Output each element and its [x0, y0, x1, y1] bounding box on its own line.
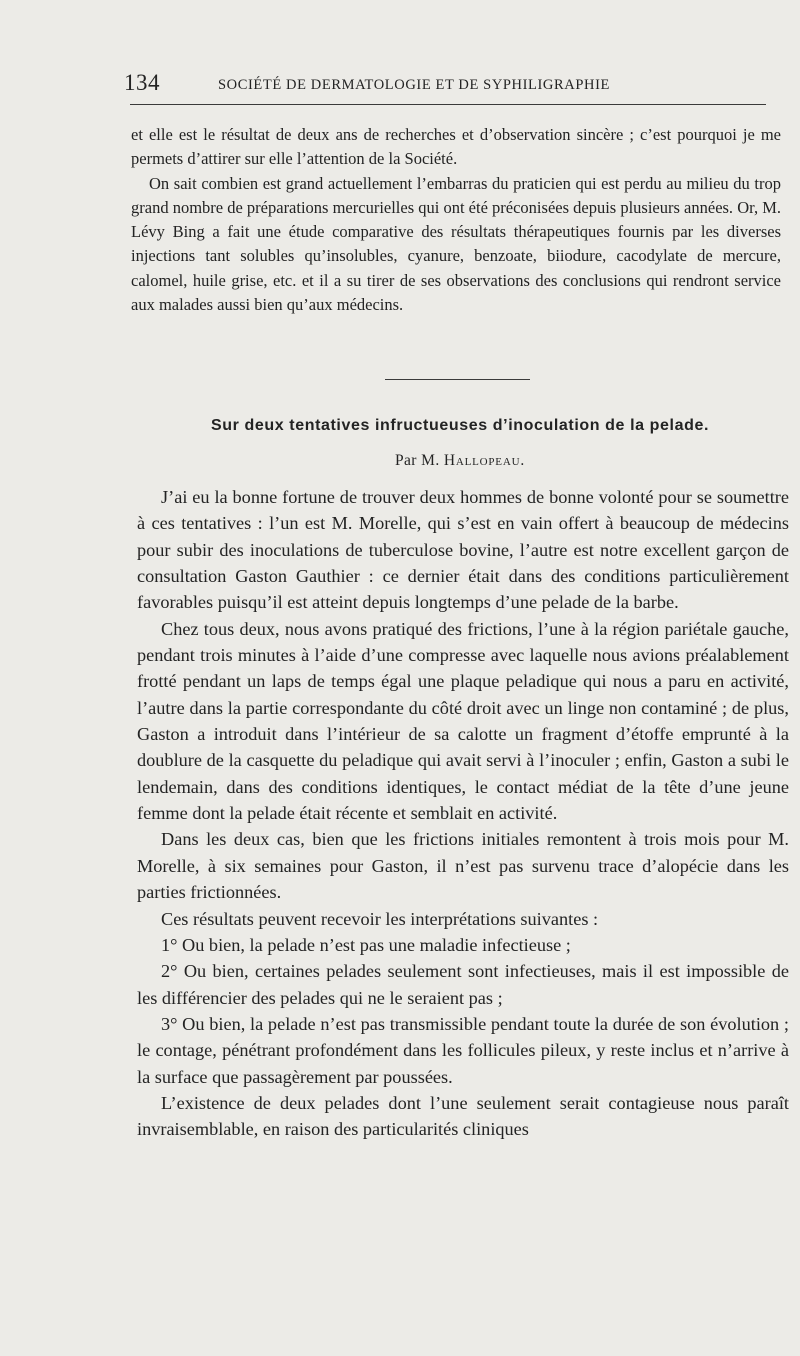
paragraph: Dans les deux cas, bien que les frictions initiales remontent à trois mois pour M. Morelle, à six semaines pour Gaston, il n’est pas survenu trace d’alopécie dans les parties frictionnées. [137, 829, 789, 903]
section-separator [385, 379, 530, 380]
paragraph: On sait combien est grand actuellement l’embarras du praticien qui est perdu au milieu du trop grand nombre de préparations mercurielles qui ont été préconisées depuis plusieurs années. Or, M. Lévy Bing a fait une étude comparative des résultats thérapeutiques fournis par les diverses injections tant solubles qu’insolubles, cyanure, benzoate, biiodure, cacodylate de mercure, calomel, huile grise, etc. et il a su tirer de ses observations des conclusions qui rendront service aux malades aussi bien qu’aux médecins. [131, 173, 781, 315]
article-body [137, 484, 789, 1143]
list-item: 3° Ou bien, la pelade n’est pas transmissible pendant toute la durée de son évolution ; le contage, pénétrant profondément dans les follicules pileux, y reste inclus et n’arrive à la surface que passagèrement par poussées. [137, 1013, 789, 1087]
paragraph: J’ai eu la bonne fortune de trouver deux hommes de bonne volonté pour se soumettre à ces tentatives : l’un est M. Morelle, qui s’est en vain offert à beaucoup de médecins pour subir des inoculations de tuberculose bovine, l’autre est notre excellent garçon de consultation Gaston Gauthier : ce dernier était dans des conditions particulièrement favorables puisqu’il est atteint depuis longtemps d’une pelade de la barbe. [137, 487, 789, 613]
paragraph: Chez tous deux, nous avons pratiqué des frictions, l’une à la région pariétale gauche, pendant trois minutes à l’aide d’une compresse avec laquelle nous avions préalablement frotté pendant un laps de temps égal une plaque peladique qui nous a paru en activité, l’autre dans la partie correspondante du côté droit avec un linge non contaminé ; de plus, Gaston a introduit dans l’intérieur de sa calotte un fragment d’étoffe emprunté à la doublure de la casquette du peladique qui avait servi à l’inoculer ; enfin, Gaston a subi le lendemain, dans des conditions identiques, le contact médiat de la tête d’une jeune femme dont la pelade était récente et semblait en activité. [137, 618, 789, 824]
page-number: 134 [124, 70, 160, 95]
running-head: SOCIÉTÉ DE DERMATOLOGIE ET DE SYPHILIGRAPHIE [218, 77, 610, 93]
article-byline [120, 451, 800, 471]
paragraph: et elle est le résultat de deux ans de recherches et d’observation sincère ; c’est pourquoi je me permets d’attirer sur elle l’attention de la Société. [131, 125, 781, 169]
list-item: 1° Ou bien, la pelade n’est pas une maladie infectieuse ; [161, 934, 571, 955]
byline-prefix: Par M. [395, 452, 440, 469]
header-rule [130, 104, 766, 105]
page-header [124, 68, 770, 100]
paragraph: L’existence de deux pelades dont l’une seulement serait contagieuse nous paraît invraisemblable, en raison des particularités cliniques [137, 1092, 789, 1140]
paragraph: Ces résultats peuvent recevoir les interprétations suivantes : [161, 908, 599, 929]
article-title: Sur deux tentatives infructueuses d’inoculation de la pelade. [210, 417, 710, 434]
byline-author: Hallopeau. [443, 452, 525, 469]
list-item: 2° Ou bien, certaines pelades seulement sont infectieuses, mais il est impossible de les différencier des pelades qui ne le seraient pas ; [137, 961, 789, 1008]
previous-article-ending [131, 123, 781, 317]
